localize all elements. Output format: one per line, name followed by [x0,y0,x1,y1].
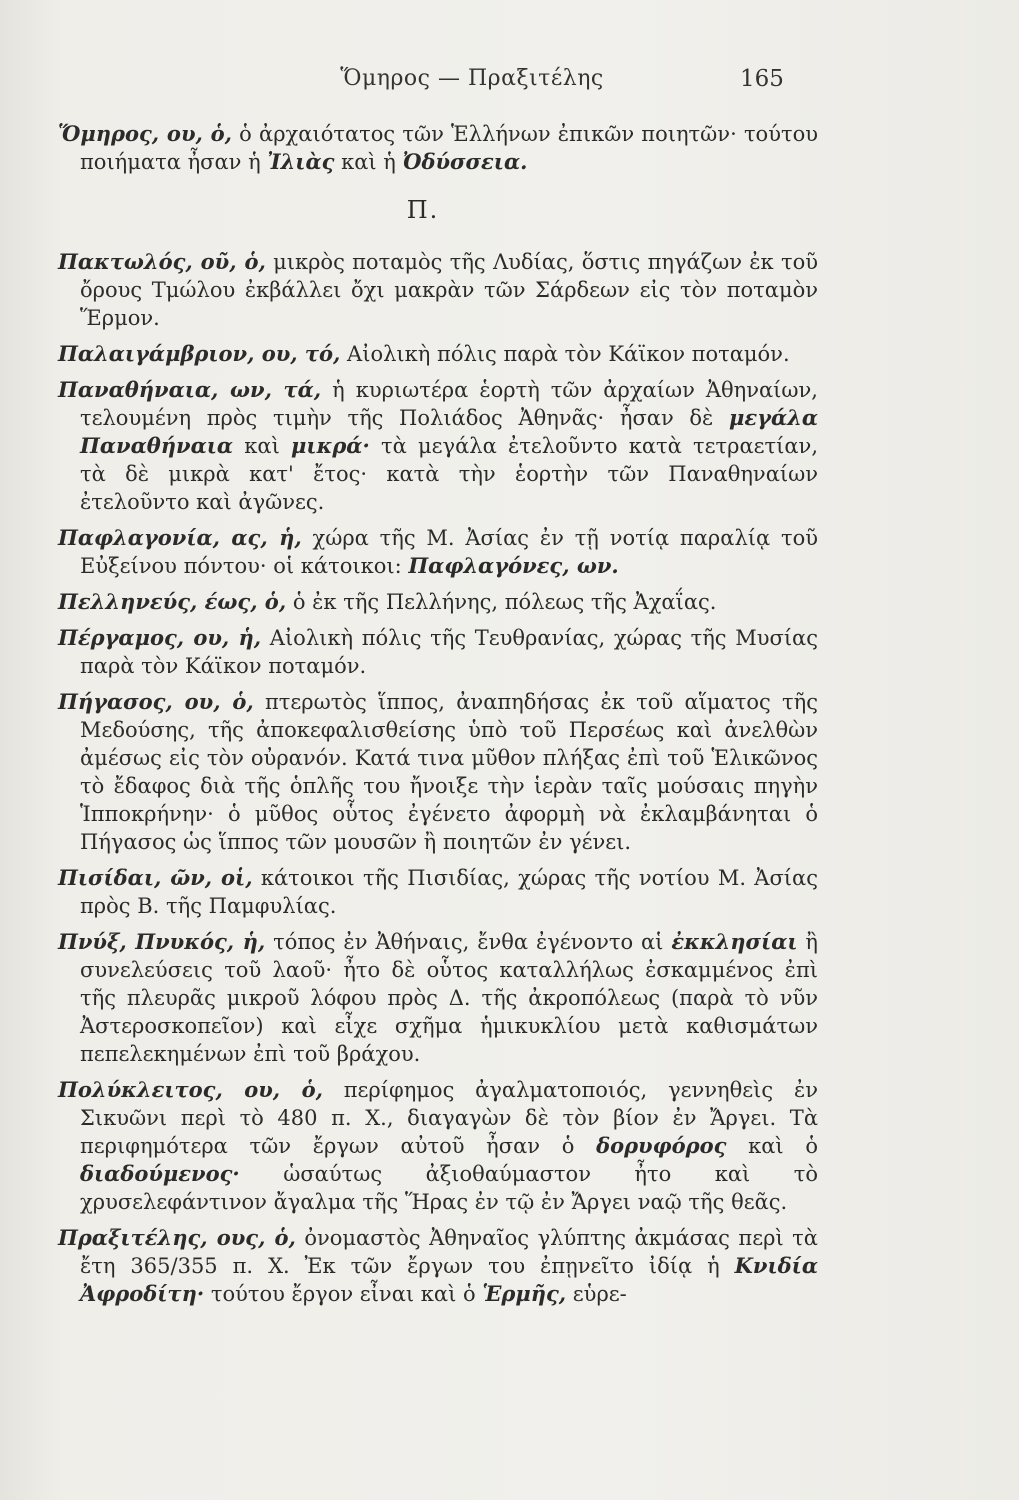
entry-emphasis: ἐκκλησίαι [671,929,798,954]
entry-headword: Παλαιγάμβριον, ου, τό, [58,341,341,366]
entry-emphasis: Ἰλιὰς [267,149,335,174]
entry-headword: Πνύξ, Πνυκός, ἡ, [58,929,266,954]
dictionary-entry [58,688,818,856]
entry-text: κάτοικοι τῆς Πισιδίας, χώρας τῆς νοτίου Μ. Ἀσίας πρὸς Β. τῆς Παμφυλίας. [80,866,818,918]
entry-headword: Παφλαγονία, ας, ἡ, [58,525,302,550]
entry-emphasis: δορυφόρος [596,1133,727,1158]
entry-headword: Πακτωλός, οῦ, ὁ, [58,249,266,274]
dictionary-entry [58,928,818,1068]
dictionary-entry [58,1224,818,1308]
entry-headword: Πελληνεύς, έως, ὁ, [58,589,287,614]
entry-headword: Πραξιτέλης, ους, ὁ, [58,1225,296,1250]
dictionary-entry [58,376,818,516]
page-header [0,66,1019,100]
entry-text: καὶ [233,434,292,458]
running-title: Ὅμηρος — Πραξιτέλης [340,66,604,91]
entry-text: χώρα τῆς Μ. Ἀσίας ἐν τῇ νοτίᾳ παραλίᾳ τοῦ Εὐξείνου πόντου· οἱ κάτοικοι: [80,526,818,578]
entry-text: Αἰολικὴ πόλις τῆς Τευθρανίας, χώρας τῆς Μυσίας παρὰ τὸν Κάϊκον ποταμόν. [80,626,819,678]
entry-text: καὶ ἡ [334,150,403,174]
entry-headword: Πήγασος, ου, ὁ, [58,689,254,714]
entry-text: Αἰολικὴ πόλις παρὰ τὸν Κάϊκον ποταμόν. [340,342,790,366]
entry-text: καὶ ὁ [726,1134,818,1158]
dictionary-entry [58,588,818,616]
entry-text: ὁ ἐκ τῆς Πελλήνης, πόλεως τῆς Ἀχαΐας. [286,590,717,614]
entry-headword: Πολύκλειτος, ου, ὁ, [58,1077,323,1102]
entry-emphasis: Ἑρμῆς, [482,1281,567,1306]
entry-text: τούτου ἔργον εἶναι καὶ ὁ [204,1282,483,1306]
entry-text: τὰ μεγάλα ἐτελοῦντο κατὰ τετραετίαν, τὰ δὲ μικρὰ κατ' ἔτος· κατὰ τὴν ἑορτὴν τῶν Παναθηναίων ἐτελοῦντο καὶ ἀγῶνες. [80,434,819,514]
dictionary-entry [58,120,818,176]
page-number: 165 [740,66,784,92]
entry-text: περίφημος ἀγαλματοποιός, γεννηθεὶς ἐν Σικυῶνι περὶ τὸ 480 π. Χ., διαγαγὼν δὲ τὸν βίον ἐν Ἄργει. Τὰ περιφημότερα τῶν ἔργων αὐτοῦ ἦσαν ὁ [80,1078,818,1158]
entry-emphasis: Κνιδία Ἀφροδίτη· [80,1253,818,1306]
entry-headword: Ὅμηρος, ου, ὁ, [58,121,232,146]
entry-text: τόπος ἐν Ἀθήναις, ἔνθα ἐγένοντο αἱ [265,930,672,954]
dictionary-entry [58,864,818,920]
entry-headword: Παναθήναια, ων, τά, [58,377,322,402]
section-letter-heading: Π. [406,196,440,224]
entry-text: ἡ κυριωτέρα ἑορτὴ τῶν ἀρχαίων Ἀθηναίων, τελουμένη πρὸς τιμὴν τῆς Πολιάδος Ἀθηνᾶς· ἦσαν δὲ [80,378,818,430]
entry-headword: Πέργαμος, ου, ἡ, [58,625,262,650]
entry-emphasis: μεγάλα Παναθήναια [80,405,818,458]
entry-headword: Πισίδαι, ῶν, οἱ, [58,865,253,890]
dictionary-entry [58,624,818,680]
dictionary-entries [58,120,818,1316]
entry-emphasis: διαδούμενος· [80,1161,240,1186]
entry-text: ὡσαύτως ἀξιοθαύμαστον ἦτο καὶ τὸ χρυσελεφάντινον ἄγαλμα τῆς Ἥρας ἐν τῷ ἐν Ἄργει ναῷ τῆς θεᾶς. [80,1162,818,1214]
dictionary-entry [58,524,818,580]
dictionary-entry [58,340,818,368]
entry-text: ὁ ἀρχαιότατος τῶν Ἑλλήνων ἐπικῶν ποιητῶν· τούτου ποιήματα ἦσαν ἡ [80,122,818,174]
entry-text: μικρὸς ποταμὸς τῆς Λυδίας, ὅστις πηγάζων ἐκ τοῦ ὄρους Τμώλου ἐκβάλλει ὄχι μακρὰν τῶν Σάρδεων εἰς τὸν ποταμὸν Ἕρμον. [80,250,818,330]
dictionary-entry [58,248,818,332]
entry-text: ὀνομαστὸς Ἀθηναῖος γλύπτης ἀκμάσας περὶ τὰ ἔτη 365/355 π. Χ. Ἐκ τῶν ἔργων του ἐπῃνεῖτο ἰδίᾳ ἡ [80,1226,818,1278]
entry-emphasis: μικρά· [291,433,370,458]
entry-emphasis: Ὀδύσσεια. [402,149,528,174]
entry-emphasis: Παφλαγόνες, ων. [408,553,619,578]
entry-text: ἢ συνελεύσεις τοῦ λαοῦ· ἦτο δὲ οὗτος καταλλήλως ἐσκαμμένος ἐπὶ τῆς πλευρᾶς μικροῦ λόφου πρὸς Δ. τῆς ἀκροπόλεως (παρὰ τὸ νῦν Ἀστεροσκοπεῖον) καὶ εἶχε σχῆμα ἡμικυκλίου μετὰ καθισμάτων πεπελεκημένων ἐπὶ τοῦ βράχου. [80,930,818,1066]
entry-text: πτερωτὸς ἵππος, ἀναπηδήσας ἐκ τοῦ αἵματος τῆς Μεδούσης, τῆς ἀποκεφαλισθείσης ὑπὸ τοῦ Περσέως καὶ ἀνελθὼν ἀμέσως εἰς τὸν οὐρανόν. Κατά τινα μῦθον πλήξας ἐπὶ τοῦ Ἑλικῶνος τὸ ἔδαφος διὰ τῆς ὁπλῆς του ἤνοιξε τὴν ἱερὰν ταῖς μούσαις πηγὴν Ἱπποκρήνην· ὁ μῦθος οὗτος ἐγένετο ἀφορμὴ νὰ ἐκλαμβάνηται ὁ Πήγασος ὡς ἵππος τῶν μουσῶν ἢ ποιητῶν ἐν γένει. [80,690,818,854]
entry-text: εὑρε- [566,1282,627,1306]
dictionary-entry [58,1076,818,1216]
